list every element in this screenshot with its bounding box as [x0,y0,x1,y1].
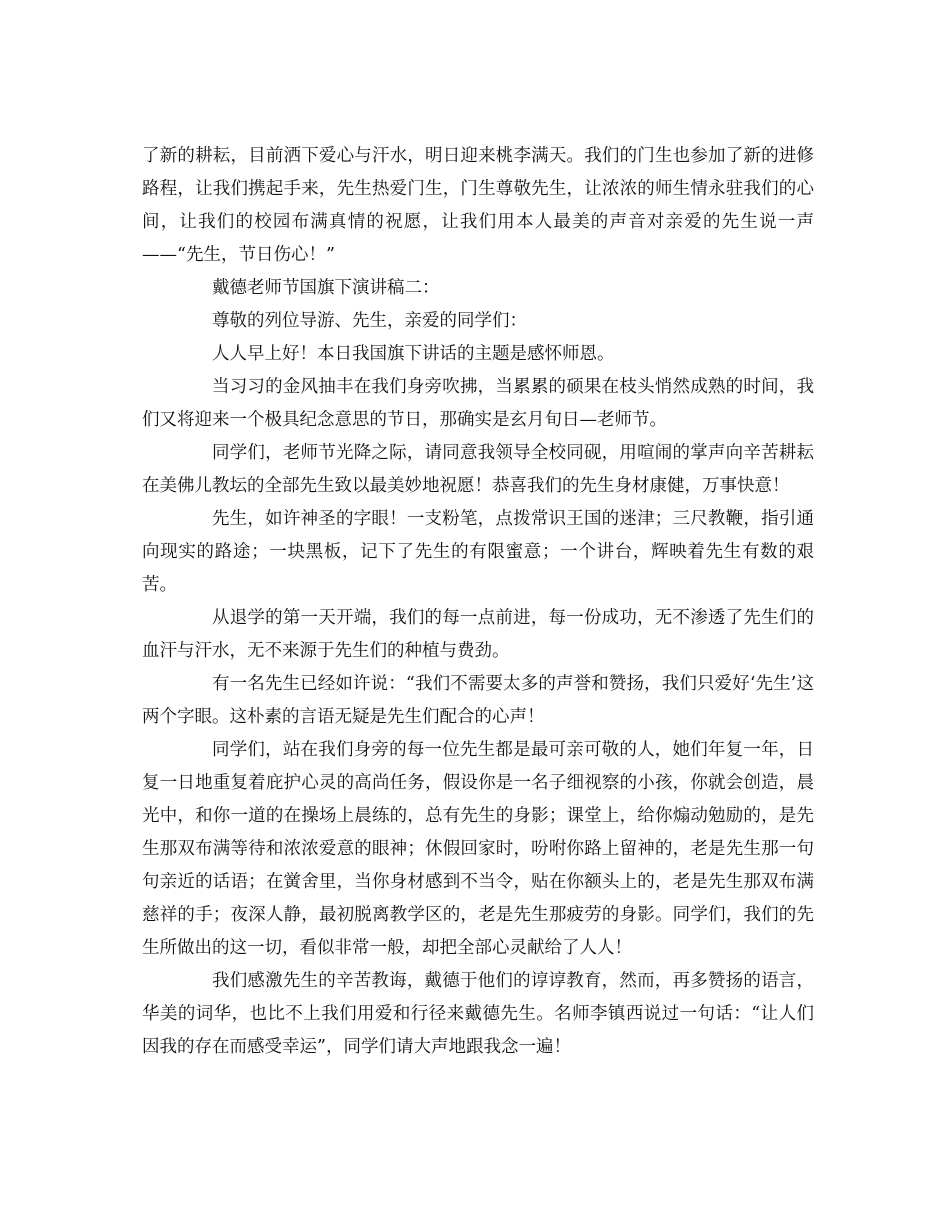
document-body [142,140,814,1064]
paragraph: 我们感激先生的辛苦教诲，戴德于他们的谆谆教育，然而，再多赞扬的语言，华美的词华，也比不上我们用爱和行径来戴德先生。名师李镇西说过一句话：“让人们因我的存在而感受幸运”，同学们请大声地跟我念一遍！ [142,971,814,1057]
salutation: 尊敬的列位导游、先生，亲爱的同学们： [212,311,527,331]
paragraph: 同学们，老师节光降之际，请同意我领导全校同砚，用喧闹的掌声向辛苦耕耘在美佛儿教坛的全部先生致以最美妙地祝愿！恭喜我们的先生身材康健，万事快意！ [142,443,814,496]
paragraph: 同学们，站在我们身旁的每一位先生都是最可亲可敬的人，她们年复一年，日复一日地重复着庇护心灵的高尚任务，假设你是一名子细视察的小孩，你就会创造，晨光中，和你一道的在操场上晨练的，总有先生的身影；课堂上，给你煽动勉励的，是先生那双布满等待和浓浓爱意的眼神；休假回家时，吩咐你路上留神的，老是先生那一句句亲近的话语；在黉舍里，当你身材感到不当令，贴在你额头上的，老是先生那双布满慈祥的手；夜深人静，最初脱离教学区的，老是先生那疲劳的身影。同学们，我们的先生所做出的这一切，看似非常一般，却把全部心灵献给了人人！ [142,740,814,958]
paragraph: 先生，如许神圣的字眼！一支粉笔，点拨常识王国的迷津；三尺教鞭，指引通向现实的路途；一块黑板，记下了先生的有限蜜意；一个讲台，辉映着先生有数的艰苦。 [142,509,814,595]
paragraph-greeting: 人人早上好！本日我国旗下讲话的主题是感怀师恩。 [212,344,615,364]
paragraph: 当习习的金风抽丰在我们身旁吹拂，当累累的硕果在枝头悄然成熟的时间，我们又将迎来一个极具纪念意思的节日，那确实是玄月旬日—老师节。 [142,377,814,430]
paragraph-continuation: 了新的耕耘，目前洒下爱心与汗水，明日迎来桃李满天。我们的门生也参加了新的进修路程，让我们携起手来，先生热爱门生，门生尊敬先生，让浓浓的师生情永驻我们的心间，让我们的校园布满真情的祝愿，让我们用本人最美的声音对亲爱的先生说一声——“先生，节日伤心！” [142,146,814,265]
paragraph-quote: 有一名先生已经如许说：“我们不需要太多的声誉和赞扬，我们只爱好‘先生’这两个字眼。这朴素的言语无疑是先生们配合的心声！ [142,674,814,727]
speech-title: 戴德老师节国旗下演讲稿二： [212,278,440,298]
paragraph: 从退学的第一天开端，我们的每一点前进，每一份成功，无不渗透了先生们的血汗与汗水，无不来源于先生们的种植与费劲。 [142,608,814,661]
